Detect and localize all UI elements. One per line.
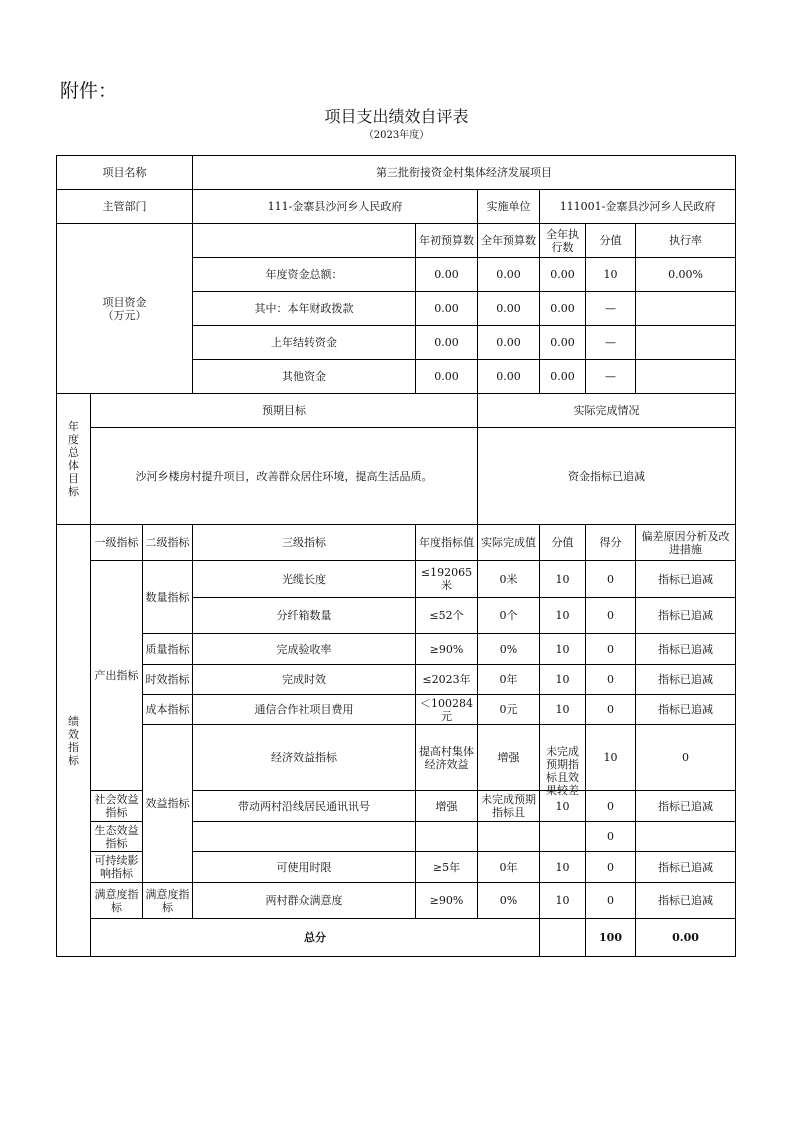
perf-actual: 0个 bbox=[478, 598, 540, 634]
perf-header-reason: 偏差原因分析及改进措施 bbox=[636, 525, 736, 561]
perf-target: ≤52个 bbox=[416, 598, 478, 634]
perf-header-target: 年度指标值 bbox=[416, 525, 478, 561]
perf-reason: 指标已追减 bbox=[636, 883, 736, 919]
perf-l3: 通信合作社项目费用 bbox=[193, 695, 416, 725]
perf-l3: 完成时效 bbox=[193, 665, 416, 695]
perf-l3: 带动两村沿线居民通讯讯号 bbox=[193, 791, 416, 822]
perf-l3: 提高村集体经济效益 bbox=[416, 725, 478, 791]
perf-score: 10 bbox=[586, 725, 636, 791]
perf-got: 0 bbox=[586, 665, 636, 695]
perf-target: ≥90% bbox=[416, 883, 478, 919]
perf-header-score: 分值 bbox=[540, 525, 586, 561]
perf-l2: 成本指标 bbox=[143, 695, 193, 725]
perf-l3: 可使用时限 bbox=[193, 852, 416, 883]
department-value: 111-金寨县沙河乡人民政府 bbox=[193, 190, 478, 224]
funds-row-annual: 0.00 bbox=[478, 258, 540, 292]
funds-row-executed: 0.00 bbox=[540, 360, 586, 394]
perf-got: 0 bbox=[586, 561, 636, 598]
expected-goal-header: 预期目标 bbox=[91, 394, 478, 428]
funds-header-blank bbox=[193, 224, 416, 258]
funds-row-score: — bbox=[586, 360, 636, 394]
goals-content-row bbox=[57, 428, 736, 525]
project-name-label: 项目名称 bbox=[57, 156, 193, 190]
actual-completion-header: 实际完成情况 bbox=[478, 394, 736, 428]
perf-reason bbox=[636, 822, 736, 852]
satisfaction-l2-label: 满意度指标 bbox=[143, 883, 193, 919]
perf-got: 0 bbox=[586, 822, 636, 852]
perf-header-row bbox=[57, 525, 736, 561]
perf-got: 0 bbox=[586, 883, 636, 919]
page-title: 项目支出绩效自评表 bbox=[324, 107, 469, 126]
expected-goal-text: 沙河乡楼房村提升项目，改善群众居住环境，提高生活品质。 bbox=[91, 428, 478, 525]
funds-row-initial: 0.00 bbox=[416, 326, 478, 360]
funds-row-executed: 0.00 bbox=[540, 258, 586, 292]
perf-actual: 0年 bbox=[478, 665, 540, 695]
perf-score: 10 bbox=[540, 883, 586, 919]
perf-reason: 指标已追减 bbox=[636, 852, 736, 883]
perf-score: 10 bbox=[540, 634, 586, 665]
perf-actual: 0米 bbox=[478, 561, 540, 598]
perf-l3 bbox=[193, 822, 416, 852]
funds-row-score: — bbox=[586, 292, 636, 326]
perf-l3: 光缆长度 bbox=[193, 561, 416, 598]
perf-header-l1: 一级指标 bbox=[91, 525, 143, 561]
satisfaction-indicator-label: 满意度指标 bbox=[91, 883, 143, 919]
funds-header-row bbox=[57, 224, 736, 258]
funds-header-annual-budget: 全年预算数 bbox=[478, 224, 540, 258]
perf-got: 0 bbox=[586, 598, 636, 634]
perf-reason: 指标已追减 bbox=[636, 598, 736, 634]
perf-row bbox=[57, 561, 736, 598]
perf-actual: 0年 bbox=[478, 852, 540, 883]
perf-reason: 指标已追减 bbox=[636, 695, 736, 725]
funds-row-annual: 0.00 bbox=[478, 326, 540, 360]
perf-target: ≥90% bbox=[416, 634, 478, 665]
perf-row bbox=[57, 883, 736, 919]
perf-actual: 0% bbox=[478, 634, 540, 665]
perf-header-actual: 实际完成值 bbox=[478, 525, 540, 561]
perf-score: 10 bbox=[540, 852, 586, 883]
perf-label: 绩 效 指 标 bbox=[57, 525, 91, 957]
goals-label: 年 度 总 体 目 标 bbox=[57, 394, 91, 525]
perf-header-got: 得分 bbox=[586, 525, 636, 561]
perf-reason: 指标已追减 bbox=[636, 665, 736, 695]
perf-score bbox=[540, 822, 586, 852]
perf-l2: 质量指标 bbox=[143, 634, 193, 665]
perf-score: 10 bbox=[540, 665, 586, 695]
perf-header-l2: 二级指标 bbox=[143, 525, 193, 561]
perf-target: ≤2023年 bbox=[416, 665, 478, 695]
perf-target: ＜100284元 bbox=[416, 695, 478, 725]
perf-reason: 指标已追减 bbox=[636, 561, 736, 598]
total-label: 总分 bbox=[91, 919, 540, 957]
project-name-value: 第三批衔接资金村集体经济发展项目 bbox=[193, 156, 736, 190]
perf-got: 0 bbox=[586, 634, 636, 665]
perf-got: 0 bbox=[636, 725, 736, 791]
perf-score: 10 bbox=[540, 791, 586, 822]
funds-row-annual: 0.00 bbox=[478, 292, 540, 326]
perf-got: 0 bbox=[586, 695, 636, 725]
perf-l3: 完成验收率 bbox=[193, 634, 416, 665]
perf-reason: 指标已追减 bbox=[636, 791, 736, 822]
perf-actual bbox=[478, 791, 540, 822]
total-blank bbox=[540, 919, 586, 957]
perf-actual-text: 未完成预期指标且 bbox=[481, 793, 537, 819]
perf-actual: 0元 bbox=[478, 695, 540, 725]
perf-row bbox=[57, 634, 736, 665]
funds-row-initial: 0.00 bbox=[416, 292, 478, 326]
funds-row-name: 上年结转资金 bbox=[193, 326, 416, 360]
funds-row-score: 10 bbox=[586, 258, 636, 292]
output-indicator-label: 产出指标 bbox=[91, 561, 143, 791]
perf-target: 增强 bbox=[416, 791, 478, 822]
perf-actual bbox=[540, 725, 586, 797]
funds-header-annual-executed: 全年执行数 bbox=[540, 224, 586, 258]
perf-l2: 社会效益指标 bbox=[91, 791, 143, 822]
perf-actual-text: 未完成预期指标且效果较差 bbox=[546, 744, 580, 797]
perf-actual bbox=[478, 822, 540, 852]
perf-score: 10 bbox=[540, 695, 586, 725]
total-row bbox=[57, 919, 736, 957]
funds-row-initial: 0.00 bbox=[416, 258, 478, 292]
funds-row-score: — bbox=[586, 326, 636, 360]
perf-l2: 可持续影响指标 bbox=[91, 852, 143, 883]
perf-target bbox=[416, 822, 478, 852]
page-subtitle: （2023年度） bbox=[363, 130, 430, 141]
funds-row-initial: 0.00 bbox=[416, 360, 478, 394]
perf-l2: 经济效益指标 bbox=[193, 725, 416, 791]
funds-row-executed: 0.00 bbox=[540, 326, 586, 360]
attachment-label: 附件： bbox=[60, 80, 118, 102]
perf-target: 增强 bbox=[478, 725, 540, 791]
funds-row-rate: 0.00% bbox=[636, 258, 736, 292]
funds-row-annual: 0.00 bbox=[478, 360, 540, 394]
perf-row bbox=[57, 725, 736, 791]
perf-score: 10 bbox=[540, 598, 586, 634]
perf-row bbox=[57, 665, 736, 695]
department-label: 主管部门 bbox=[57, 190, 193, 224]
funds-row-name: 其中：本年财政拨款 bbox=[193, 292, 416, 326]
benefit-indicator-label: 效益指标 bbox=[143, 725, 193, 883]
funds-row-rate bbox=[636, 292, 736, 326]
funds-label: 项目资金 （万元） bbox=[57, 224, 193, 394]
perf-got: 0 bbox=[586, 791, 636, 822]
perf-header-l3: 三级指标 bbox=[193, 525, 416, 561]
perf-score: 10 bbox=[540, 561, 586, 598]
department-row bbox=[57, 190, 736, 224]
perf-l2: 时效指标 bbox=[143, 665, 193, 695]
implementing-unit-label: 实施单位 bbox=[478, 190, 540, 224]
funds-row-rate bbox=[636, 326, 736, 360]
perf-actual: 0% bbox=[478, 883, 540, 919]
total-got: 0.00 bbox=[636, 919, 736, 957]
project-name-row bbox=[57, 156, 736, 190]
perf-row bbox=[57, 695, 736, 725]
funds-header-score: 分值 bbox=[586, 224, 636, 258]
actual-completion-text: 资金指标已追减 bbox=[478, 428, 736, 525]
perf-target: ≥5年 bbox=[416, 852, 478, 883]
perf-got: 0 bbox=[586, 852, 636, 883]
funds-row-name: 年度资金总额： bbox=[193, 258, 416, 292]
perf-l3: 分纤箱数量 bbox=[193, 598, 416, 634]
self-evaluation-table bbox=[56, 155, 736, 957]
funds-header-initial-budget: 年初预算数 bbox=[416, 224, 478, 258]
implementing-unit-value: 111001-金寨县沙河乡人民政府 bbox=[540, 190, 736, 224]
perf-target: ≤192065米 bbox=[416, 561, 478, 598]
funds-header-exec-rate: 执行率 bbox=[636, 224, 736, 258]
funds-row-rate bbox=[636, 360, 736, 394]
goals-header-row bbox=[57, 394, 736, 428]
funds-row-executed: 0.00 bbox=[540, 292, 586, 326]
perf-reason: 指标已追减 bbox=[636, 634, 736, 665]
funds-row-name: 其他资金 bbox=[193, 360, 416, 394]
perf-l2: 生态效益指标 bbox=[91, 822, 143, 852]
quantity-indicator-label: 数量指标 bbox=[143, 561, 193, 634]
perf-l3: 两村群众满意度 bbox=[193, 883, 416, 919]
total-score: 100 bbox=[586, 919, 636, 957]
